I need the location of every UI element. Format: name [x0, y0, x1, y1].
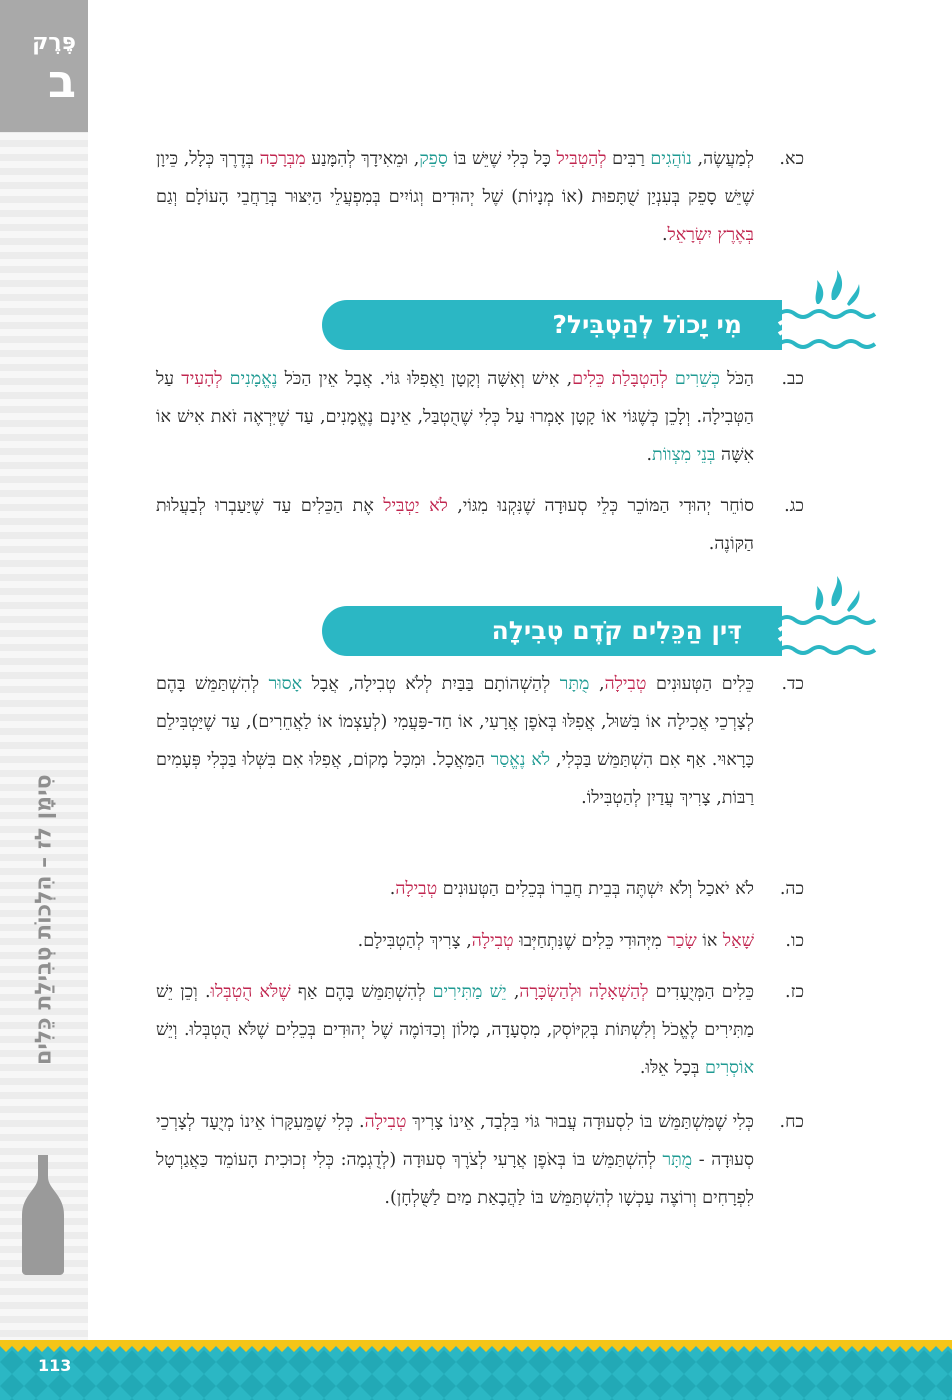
- text-run: [668, 369, 675, 389]
- paragraph-number: כא.: [779, 149, 804, 169]
- highlight-green: בְּנֵי מִצְווֹת: [652, 445, 716, 465]
- highlight-green: נוֹהֲגִים: [650, 149, 692, 169]
- chapter-marker: [0, 0, 88, 132]
- text-run: .: [389, 879, 396, 899]
- highlight-green: מֻתָּר: [559, 674, 590, 694]
- paragraph-number: כח.: [779, 1112, 804, 1132]
- paragraph-text: [156, 149, 754, 245]
- paragraph-number: כז.: [785, 982, 804, 1002]
- heading-title: דִּין הַכֵּלִים קֹדֶם טְבִילָה: [491, 616, 742, 645]
- highlight-green: סָפֵק: [419, 149, 448, 169]
- page-number: 113: [38, 1356, 72, 1375]
- text-run: ,: [589, 674, 605, 694]
- text-run: לְהַשְׁהוֹתָם בַּבַּיִת לְלֹא טְבִילָה, אֲבָל: [302, 674, 560, 694]
- paragraph-28: [156, 1103, 804, 1217]
- chapter-letter: ב: [47, 54, 76, 108]
- text-run: מִיְּהוּדִי כֵּלִים שֶׁנִּתְחַיְּבוּ: [513, 931, 668, 951]
- paragraph-27: [156, 973, 804, 1087]
- paragraph-text: [390, 879, 754, 899]
- paragraph-number: כב.: [781, 369, 804, 389]
- chapter-word: פֶּרֶק: [32, 30, 76, 55]
- paragraph-23: [156, 487, 804, 563]
- text-run: לְהִשְׁתַּמֵּשׁ בָּהֶם לְצָרְכֵי אֲכִילָה אוֹ בִּשּׁוּל, אֲפִלּוּ בְּאֹפֶן אֲרָעִי, אוֹ חַד-פַּעֲמִי (לְעַצְמוֹ אוֹ לַאֲחֵרִים), עַד שֶׁיַּטְבִּילֵם כָּרָאוּי. אַף אִם הִשְׁתַּמֵּשׁ בַּכְּלִי,: [156, 674, 755, 770]
- text-run: לְהִשְׁתַּמֵּשׁ בָּהֶם אַף: [290, 982, 433, 1002]
- paragraph-24: [156, 665, 804, 817]
- highlight-red: לְהַשְׁאָלָה וּלְהַשְׂכָּרָה: [519, 982, 649, 1002]
- text-run: עַל הַטְּבִילָה. וְלָכֵן כְּשֶׁגּוֹי אוֹ קָטָן אָמְרוּ עַל כְּלִי שֶׁהֻטְבַּל, אֵינָם נֶאֱמָנִים, עַד שֶׁיִּרְאֶה זֹאת אִישׁ אוֹ אִשָּׁה: [156, 369, 754, 465]
- highlight-green: מֻתָּר: [662, 1150, 693, 1170]
- highlight-red: לֹא יַטְבִּיל: [383, 496, 448, 516]
- highlight-red: לְהַטְבָּלַת כֵּלִים: [572, 369, 668, 389]
- highlight-red: שֶׁלֹּא הֻטְבְּלוּ: [210, 982, 291, 1002]
- paragraph-text: [156, 674, 754, 808]
- text-run: סוֹחֵר יְהוּדִי הַמּוֹכֵר כְּלֵי סְעוּדָה שֶׁנִּקְנוּ מִגּוֹי,: [447, 496, 754, 516]
- highlight-red: טְבִילָה: [395, 879, 438, 899]
- highlight-red: בְּאֶרֶץ יִשְׂרָאֵל: [667, 225, 754, 245]
- highlight-green: אָסוּר: [268, 674, 303, 694]
- paragraph-number: כה.: [779, 879, 804, 899]
- text-run: אֶת הַכֵּלִים עַד שֶׁיַּעַבְרוּ לְבַעֲלוּת הַקּוֹנֶה.: [156, 496, 754, 554]
- text-run: .: [646, 445, 653, 465]
- paragraph-number: כו.: [785, 931, 804, 951]
- highlight-red: שָׁאַל: [722, 931, 754, 951]
- text-run: הַכֹּל: [719, 369, 754, 389]
- paragraph-22: [156, 360, 804, 474]
- section-heading: [322, 300, 782, 350]
- paragraph-26: [156, 922, 804, 960]
- paragraph-text: [358, 931, 754, 951]
- text-run: , צָרִיךְ לְהַטְבִּילָם.: [357, 931, 472, 951]
- page-footer: [0, 1340, 952, 1400]
- highlight-red: לְהַטְבִּיל: [556, 149, 607, 169]
- highlight-green: כְּשֵׁרִים: [674, 369, 720, 389]
- text-run: , וּמֵאִידָךְ לְהִמָּנַע: [305, 149, 420, 169]
- paragraph-text: [156, 496, 754, 554]
- highlight-red: טְבִילָה: [604, 674, 647, 694]
- bottle-icon: [20, 1155, 66, 1275]
- paragraph-text: [156, 369, 754, 465]
- text-run: לֹא יֹאכַל וְלֹא יִשְׁתֶּה בְּבֵית חֲבֵרוֹ בְּכֵלִים הַטְּעוּנִים: [437, 879, 754, 899]
- text-run: כֵּלִים הַטְּעוּנִים: [646, 674, 754, 694]
- water-splash-icon: [777, 576, 877, 666]
- footer-pattern: [0, 1350, 952, 1400]
- text-run: . וְכֵן יֵשׁ מַתִּירִים לֶאֱכֹל וְלִשְׁתּוֹת בְּקִיּוֹסְק, מִסְעָדָה, מָלוֹן וְכַדּוֹמֶה שֶׁל יְהוּדִים בְּכֵלִים שֶׁלֹּא הֻטְבְּלוּ. וְיֵשׁ: [156, 982, 754, 1040]
- text-run: רַבִּים: [606, 149, 651, 169]
- text-run: , אִישׁ וְאִשָּׁה וְקָטָן וַאֲפִלּוּ גּוֹי. אֲבָל אֵין הַכֹּל: [277, 369, 573, 389]
- text-run: [222, 369, 229, 389]
- paragraph-number: כד.: [781, 674, 804, 694]
- text-run: הַמַּאֲכָל. וּמִכָּל מָקוֹם, אֲפִלּוּ אִם בִּשְּׁלוּ בַּכְּלִי פְּעָמִים רַבּוֹת, צָרִיךְ עֲדַיִן לְהַטְבִּילוֹ.: [156, 750, 754, 808]
- paragraph-text: [156, 982, 754, 1078]
- text-run: כֵּלִים הַמְּיֻעָדִים: [648, 982, 754, 1002]
- text-run: ,: [506, 982, 520, 1002]
- highlight-green: לֹא נֶאֱסַר: [490, 750, 551, 770]
- text-run: בְּכָל אֵלּוּ.: [639, 1058, 705, 1078]
- text-run: .: [661, 225, 668, 245]
- highlight-red: טְבִילָה: [471, 931, 514, 951]
- text-run: אוֹ: [696, 931, 723, 951]
- paragraph-text: [156, 1112, 754, 1208]
- highlight-red: לְהָעִיד: [181, 369, 223, 389]
- water-splash-icon: [777, 270, 877, 360]
- highlight-red: מִבְּרָכָה: [259, 149, 306, 169]
- highlight-green: אוֹסְרִים: [704, 1058, 754, 1078]
- highlight-red: טְבִילָה: [364, 1112, 407, 1132]
- text-run: כְּלִי שֶׁמִּשְׁתַּמֵּשׁ בּוֹ לִסְעוּדָה עֲבוּר גּוֹי בִּלְבַד, אֵינוֹ צָרִיךְ: [406, 1112, 754, 1132]
- running-title: סִימָן לז – הִלְכוֹת טְבִילַת כֵּלִים: [31, 774, 57, 1066]
- highlight-red: שָׂכַר: [667, 931, 697, 951]
- paragraph-25: [156, 870, 804, 908]
- text-run: בְּדֶרֶךְ כְּלָל, כֵּיוָן שֶׁיֵּשׁ סָפֵק בְּעִנְיַן שֻׁתָּפוּת (אוֹ מְנָיוֹת) שֶׁל יְהוּדִים וְגוֹיִים בְּמִפְעֲלֵי הַיִּצּוּר בְּרַחֲבֵי הָעוֹלָם וְגַם: [156, 149, 754, 207]
- heading-title: מִי יָכוֹל לְהַטְבִּיל?: [552, 310, 742, 339]
- footer-zigzag: [0, 1340, 952, 1354]
- text-run: לְמַעֲשֶׂה,: [691, 149, 754, 169]
- text-run: לְהִשְׁתַּמֵּשׁ בּוֹ בְּאֹפֶן אֲרָעִי לְצֹרֶךְ סְעוּדָה (לְדֻגְמָה: כְּלִי זְכוּכִית הָעוֹמֵד כַּאֲגַרְטָל לִפְרָחִים וְרוֹצֶה עַכְשָׁו לְהִשְׁתַּמֵּשׁ בּוֹ לַהֲבָאַת מַיִם לַשֻּׁלְחָן).: [156, 1150, 754, 1208]
- text-run: . כְּלִי שֶׁמֵּעִקָּרוֹ אֵינוֹ מְיֻעָד לְצָרְכֵי סְעוּדָה -: [156, 1112, 755, 1170]
- paragraph-number: כג.: [784, 496, 804, 516]
- section-heading: [322, 606, 782, 656]
- highlight-green: נֶאֱמָנִים: [229, 369, 278, 389]
- text-run: כָּל כְּלִי שֶׁיֵּשׁ בּוֹ: [447, 149, 557, 169]
- paragraph-21: [156, 140, 804, 254]
- highlight-green: יֵשׁ מַתִּירִים: [432, 982, 507, 1002]
